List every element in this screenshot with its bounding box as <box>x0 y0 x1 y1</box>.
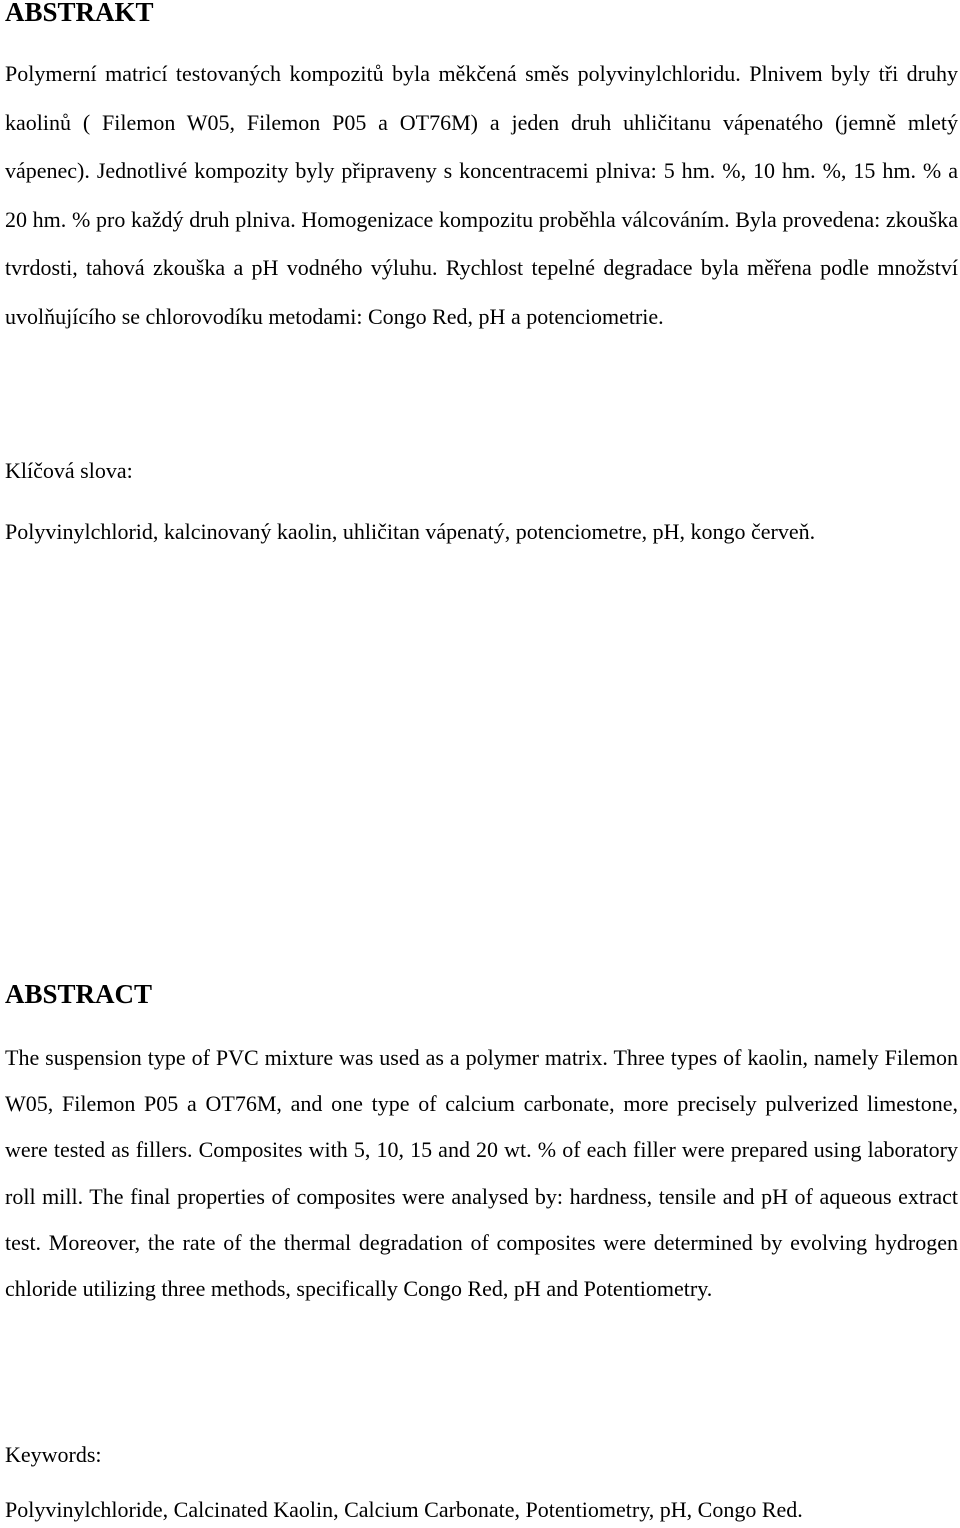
czech-keywords-label: Klíčová slova: <box>5 458 133 483</box>
czech-abstract-heading: ABSTRAKT <box>5 0 154 27</box>
czech-keywords-text: Polyvinylchlorid, kalcinovaný kaolin, uhličitan vápenatý, potenciometre, pH, kongo červeň. <box>5 519 816 544</box>
english-keywords-label: Keywords: <box>5 1442 102 1467</box>
english-abstract-heading: ABSTRACT <box>5 979 153 1009</box>
czech-abstract-text: Polymerní matricí testovaných kompozitů byla měkčená směs polyvinylchloridu. Plnivem byly tři druhy kaolinů ( Filemon W05, Filemon P05 a OT76M) a jeden druh uhličitanu vápenatého (jemně mletý vápenec). Jednotlivé kompozity byly připraveny s koncentracemi plniva: 5 hm. %, 10 hm. %, 15 hm. % a 20 hm. % pro každý druh plniva. Homogenizace kompozitu proběhla válcováním. Byla provedena: zkouška tvrdosti, tahová zkouška a pH vodného výluhu. Rychlost tepelné degradace byla měřena podle množství uvolňujícího se chlorovodíku metodami: Congo Red, pH a potenciometrie. <box>5 61 958 329</box>
english-keywords-text: Polyvinylchloride, Calcinated Kaolin, Calcium Carbonate, Potentiometry, pH, Congo Red. <box>5 1497 803 1522</box>
english-abstract-text: The suspension type of PVC mixture was used as a polymer matrix. Three types of kaolin, namely Filemon W05, Filemon P05 a OT76M, and one type of calcium carbonate, more precisely pulverized limestone, were tested as fillers. Composites with 5, 10, 15 and 20 wt. % of each filler were prepared using laboratory roll mill. The final properties of composites were analysed by: hardness, tensile and pH of aqueous extract test. Moreover, the rate of the thermal degradation of composites were determined by evolving hydrogen chloride utilizing three methods, specifically Congo Red, pH and Potentiometry. <box>5 1045 958 1302</box>
